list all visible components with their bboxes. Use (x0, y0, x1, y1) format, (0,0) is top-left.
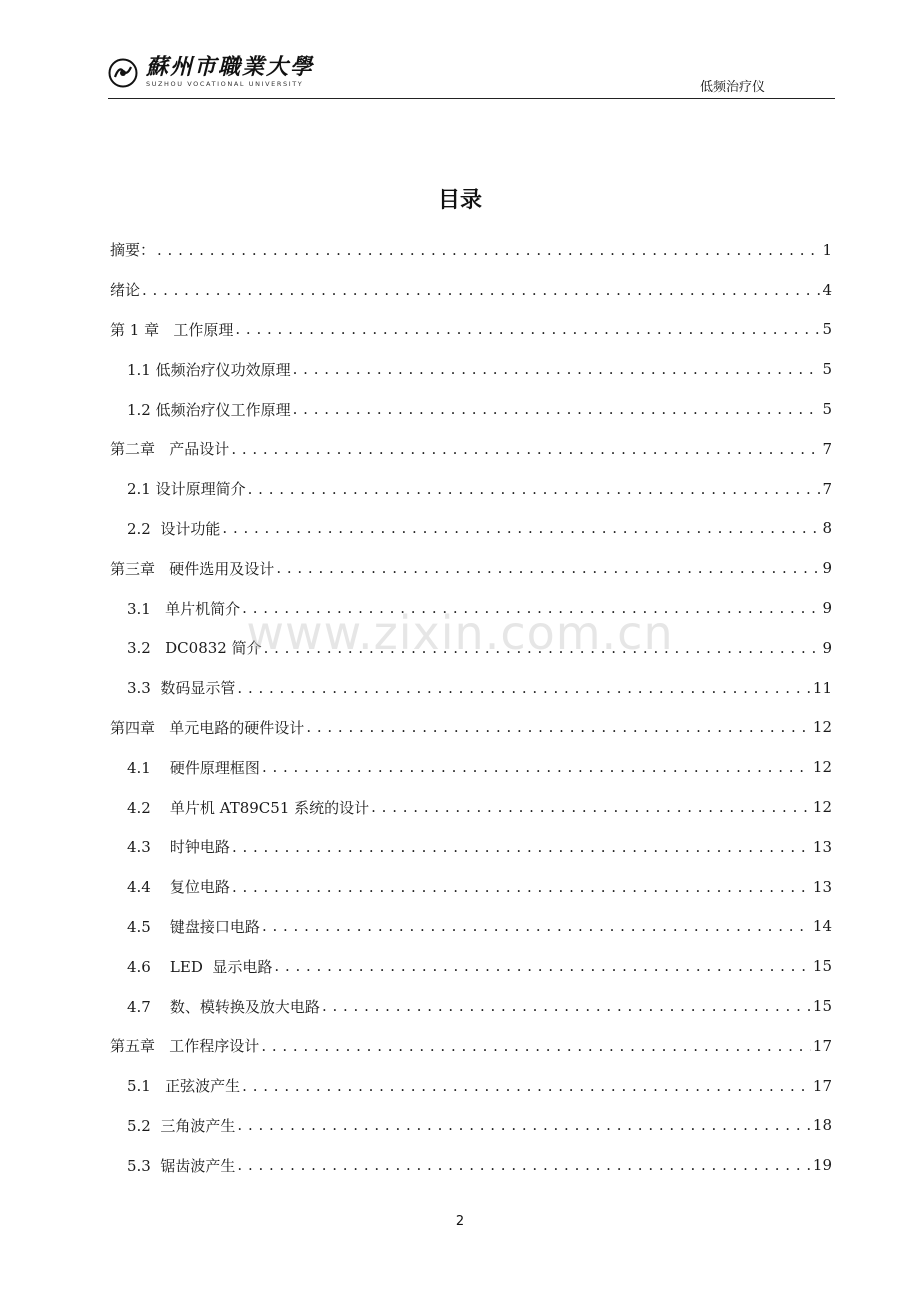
toc-entry[interactable] (110, 230, 832, 270)
toc-entry-page: 13 (812, 837, 832, 856)
toc-entry-label: 4.1 硬件原理框图 (127, 758, 260, 777)
toc-dot-leader (293, 360, 821, 378)
toc-dot-leader (262, 758, 811, 776)
toc-entry[interactable] (110, 270, 832, 310)
toc-entry-page: 17 (812, 1076, 832, 1095)
toc-dot-leader (235, 320, 820, 338)
toc-entry-page: 13 (812, 877, 832, 896)
toc-entry-page: 15 (812, 957, 832, 976)
toc-dot-leader (262, 917, 811, 935)
toc-dot-leader (231, 440, 820, 458)
toc-entry[interactable] (110, 747, 832, 787)
toc-entry[interactable] (110, 668, 832, 708)
toc-entry-page: 8 (822, 519, 832, 538)
toc-dot-leader (261, 1037, 811, 1055)
toc-entry-label: 5.1 正弦波产生 (127, 1077, 241, 1096)
toc-entry-label: 第二章 产品设计 (110, 440, 230, 459)
toc-dot-leader (276, 559, 820, 577)
toc-entry-label: 5.3 锯齿波产生 (127, 1156, 236, 1175)
toc-entry-page: 12 (812, 718, 832, 737)
watermark: www.zixin.com.cn (246, 606, 674, 660)
toc-entry-page: 9 (822, 599, 832, 618)
toc-entry[interactable] (110, 349, 832, 389)
toc-dot-leader (237, 1156, 811, 1174)
toc-entry-label: 2.2 设计功能 (127, 519, 221, 538)
toc-entry-page: 1 (822, 240, 832, 259)
toc-dot-leader (232, 878, 811, 896)
toc-dot-leader (237, 679, 811, 697)
logo-chinese-name: 蘇州市職業大學 (146, 54, 315, 80)
toc-entry[interactable] (110, 429, 832, 469)
toc-entry-label: 第五章 工作程序设计 (110, 1037, 260, 1056)
toc-entry-page: 14 (812, 917, 832, 936)
toc-dot-leader (306, 718, 811, 736)
toc-entry-page: 7 (822, 439, 832, 458)
toc-entry-page: 5 (822, 400, 832, 419)
toc-entry-page: 12 (812, 798, 832, 817)
table-of-contents (110, 230, 832, 1185)
toc-dot-leader (222, 519, 820, 537)
toc-entry-label: 3.2 DC0832 简介 (127, 639, 262, 658)
toc-entry[interactable] (110, 867, 832, 907)
toc-entry-page: 17 (812, 1036, 832, 1055)
toc-entry[interactable] (110, 389, 832, 429)
toc-entry[interactable] (110, 946, 832, 986)
toc-dot-leader (232, 838, 811, 856)
toc-entry-label: 4.2 单片机 AT89C51 系统的设计 (127, 798, 370, 817)
toc-entry[interactable] (110, 787, 832, 827)
toc-dot-leader (157, 241, 820, 259)
toc-entry-page: 19 (812, 1156, 832, 1175)
toc-entry-page: 9 (822, 638, 832, 657)
toc-entry-label: 3.3 数码显示管 (127, 679, 236, 698)
toc-entry-label: 3.1 单片机简介 (127, 599, 241, 618)
toc-entry[interactable] (110, 1066, 832, 1106)
toc-entry-page: 5 (822, 360, 832, 379)
toc-entry-label: 4.3 时钟电路 (127, 838, 230, 857)
toc-entry-label: 1.1 低频治疗仪功效原理 (127, 360, 291, 379)
toc-entry[interactable] (110, 469, 832, 509)
toc-entry[interactable] (110, 509, 832, 549)
toc-dot-leader (248, 480, 821, 498)
toc-entry[interactable] (110, 1026, 832, 1066)
toc-entry[interactable] (110, 708, 832, 748)
university-logo (108, 54, 314, 94)
toc-entry-label: 1.2 低频治疗仪工作原理 (127, 400, 291, 419)
page-header (108, 52, 835, 99)
toc-entry[interactable] (110, 548, 832, 588)
toc-entry-page: 18 (812, 1116, 832, 1135)
toc-entry-page: 12 (812, 758, 832, 777)
toc-entry[interactable] (110, 907, 832, 947)
toc-dot-leader (274, 957, 811, 975)
toc-entry[interactable] (110, 827, 832, 867)
toc-entry-page: 7 (822, 479, 832, 498)
toc-entry-label: 第 1 章 工作原理 (110, 320, 234, 339)
toc-entry-page: 4 (822, 280, 832, 299)
toc-dot-leader (322, 997, 811, 1015)
toc-entry-label: 4.5 键盘接口电路 (127, 917, 260, 936)
toc-entry-page: 11 (812, 678, 832, 697)
toc-entry-label: 摘要： (110, 241, 156, 260)
toc-dot-leader (293, 400, 821, 418)
toc-entry[interactable] (110, 588, 832, 628)
toc-entry-page: 9 (822, 559, 832, 578)
university-emblem-icon (108, 58, 138, 88)
toc-entry-label: 第三章 硬件选用及设计 (110, 559, 275, 578)
toc-dot-leader (237, 1116, 811, 1134)
toc-dot-leader (264, 639, 821, 657)
page-number: 2 (455, 1214, 465, 1229)
toc-entry[interactable] (110, 310, 832, 350)
toc-entry-label: 4.6 LED 显示电路 (127, 957, 273, 976)
toc-entry[interactable] (110, 1106, 832, 1146)
toc-entry-label: 4.4 复位电路 (127, 878, 230, 897)
toc-entry[interactable] (110, 1145, 832, 1185)
toc-entry-label: 绪论 (110, 281, 141, 300)
toc-entry-label: 5.2 三角波产生 (127, 1116, 236, 1135)
header-document-title: 低频治疗仪 (699, 80, 765, 95)
toc-entry[interactable] (110, 628, 832, 668)
toc-dot-leader (242, 1077, 811, 1095)
toc-entry-label: 第四章 单元电路的硬件设计 (110, 718, 305, 737)
toc-dot-leader (142, 281, 820, 299)
toc-entry-label: 4.7 数、模转换及放大电路 (127, 997, 320, 1016)
toc-entry[interactable] (110, 986, 832, 1026)
logo-english-name: SUZHOU VOCATIONAL UNIVERSITY (146, 80, 304, 88)
toc-dot-leader (371, 798, 811, 816)
toc-entry-label: 2.1 设计原理简介 (127, 480, 246, 499)
toc-dot-leader (242, 599, 820, 617)
toc-entry-page: 5 (822, 320, 832, 339)
toc-title: 目录 (437, 188, 482, 213)
toc-entry-page: 15 (812, 997, 832, 1016)
